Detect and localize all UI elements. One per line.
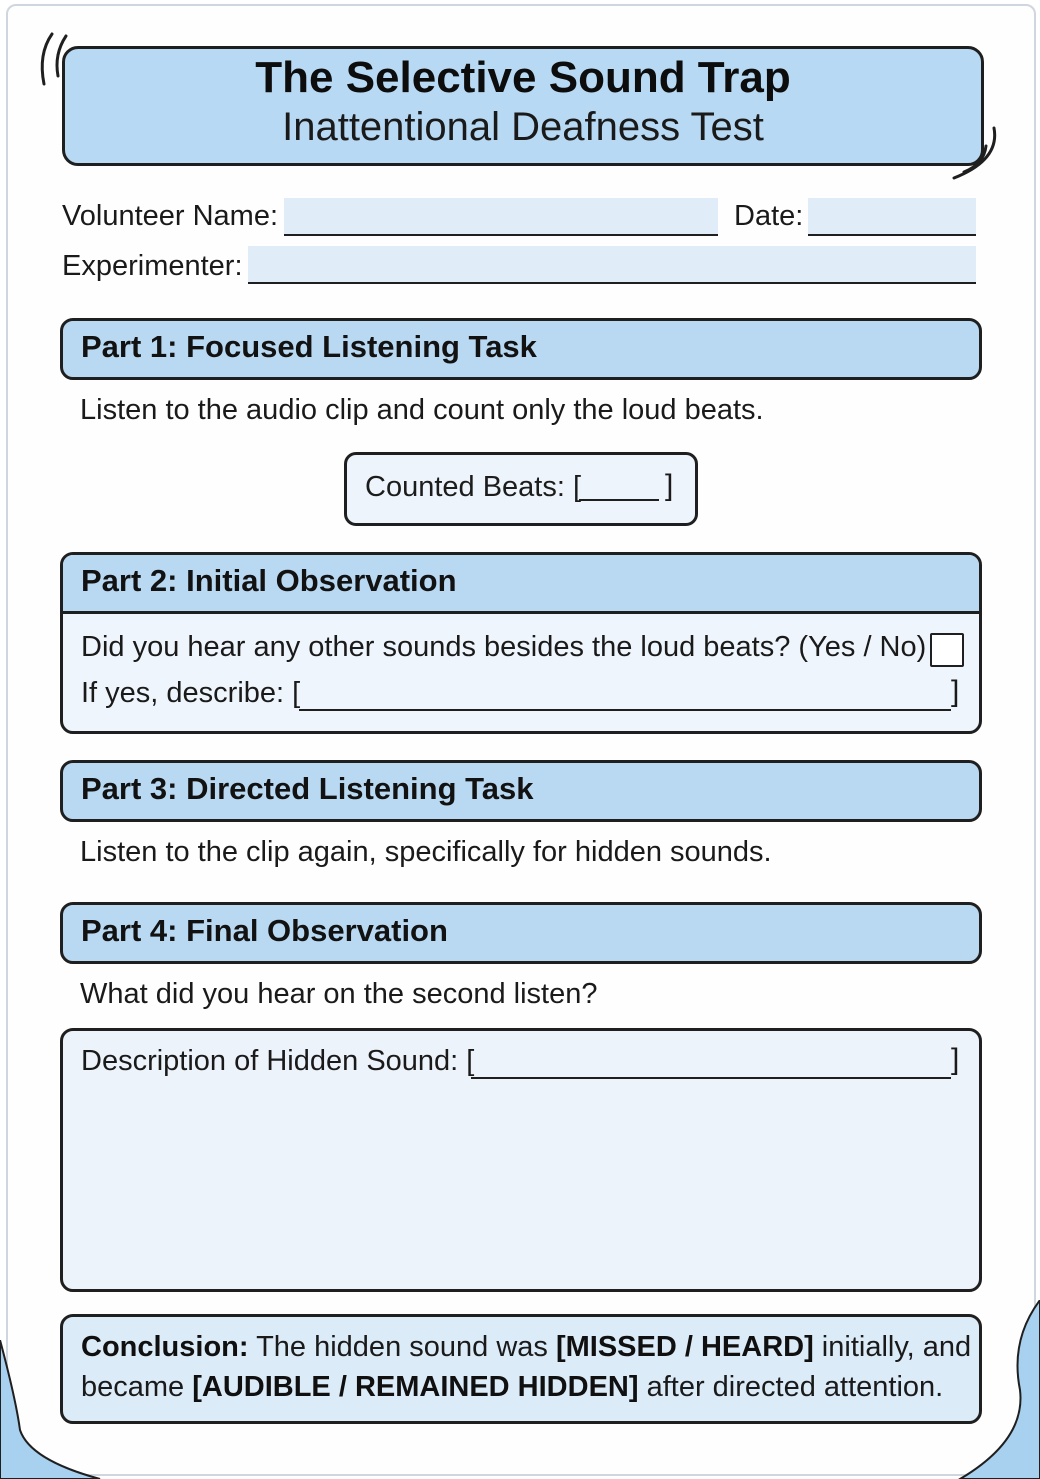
hidden-sound-close-bracket: ] (951, 1043, 960, 1076)
experimenter-label: Experimenter: (62, 250, 243, 282)
part2-question: Did you hear any other sounds besides the loud beats? (Yes / No) (81, 631, 927, 663)
conclusion-box (60, 1314, 982, 1424)
conclusion-text-2: initially, and (813, 1331, 972, 1363)
part2-section (60, 552, 982, 734)
conclusion-option-audible-hidden[interactable]: [AUDIBLE / REMAINED HIDDEN] (192, 1371, 639, 1403)
part2-describe-field[interactable] (299, 679, 951, 711)
experimenter-field[interactable] (248, 246, 976, 284)
volunteer-name-field[interactable] (284, 198, 718, 236)
part2-describe-label: If yes, describe: [ (81, 677, 301, 709)
conclusion-text-4: after directed attention. (638, 1371, 944, 1403)
hidden-sound-description-label: Description of Hidden Sound: [ (81, 1045, 475, 1077)
hidden-sound-description-field[interactable] (471, 1047, 951, 1079)
part4-header (60, 902, 982, 964)
conclusion-text-1: The hidden sound was (248, 1331, 556, 1363)
part3-title: Part 3: Directed Listening Task (81, 771, 534, 806)
part1-instruction: Listen to the audio clip and count only the loud beats. (80, 394, 764, 426)
date-field[interactable] (808, 198, 976, 236)
conclusion-text-3: became (81, 1371, 193, 1403)
counted-beats-label: Counted Beats: [ (365, 471, 582, 503)
part1-title: Part 1: Focused Listening Task (81, 329, 537, 364)
part3-instruction: Listen to the clip again, specifically for hidden sounds. (80, 836, 772, 868)
yes-no-checkbox[interactable] (930, 633, 964, 667)
volunteer-name-label: Volunteer Name: (62, 200, 279, 232)
part2-title: Part 2: Initial Observation (81, 563, 457, 598)
part1-header (60, 318, 982, 380)
part2-header (63, 555, 979, 614)
conclusion-label: Conclusion: (81, 1331, 249, 1363)
part4-title: Part 4: Final Observation (81, 913, 448, 948)
page-subtitle: Inattentional Deafness Test (282, 105, 764, 149)
conclusion-line-1 (81, 1331, 971, 1364)
counted-beats-box (344, 452, 698, 526)
page-title: The Selective Sound Trap (255, 53, 791, 102)
conclusion-option-missed-heard[interactable]: [MISSED / HEARD] (555, 1331, 814, 1363)
part4-question: What did you hear on the second listen? (80, 978, 598, 1010)
part3-header (60, 760, 982, 822)
part2-close-bracket: ] (951, 675, 960, 708)
conclusion-line-2 (81, 1371, 943, 1404)
date-label: Date: (734, 200, 804, 232)
counted-beats-field[interactable] (579, 499, 659, 501)
counted-beats-close-bracket: ] (665, 469, 674, 502)
title-banner (62, 46, 984, 166)
hidden-sound-description-box[interactable] (60, 1028, 982, 1292)
